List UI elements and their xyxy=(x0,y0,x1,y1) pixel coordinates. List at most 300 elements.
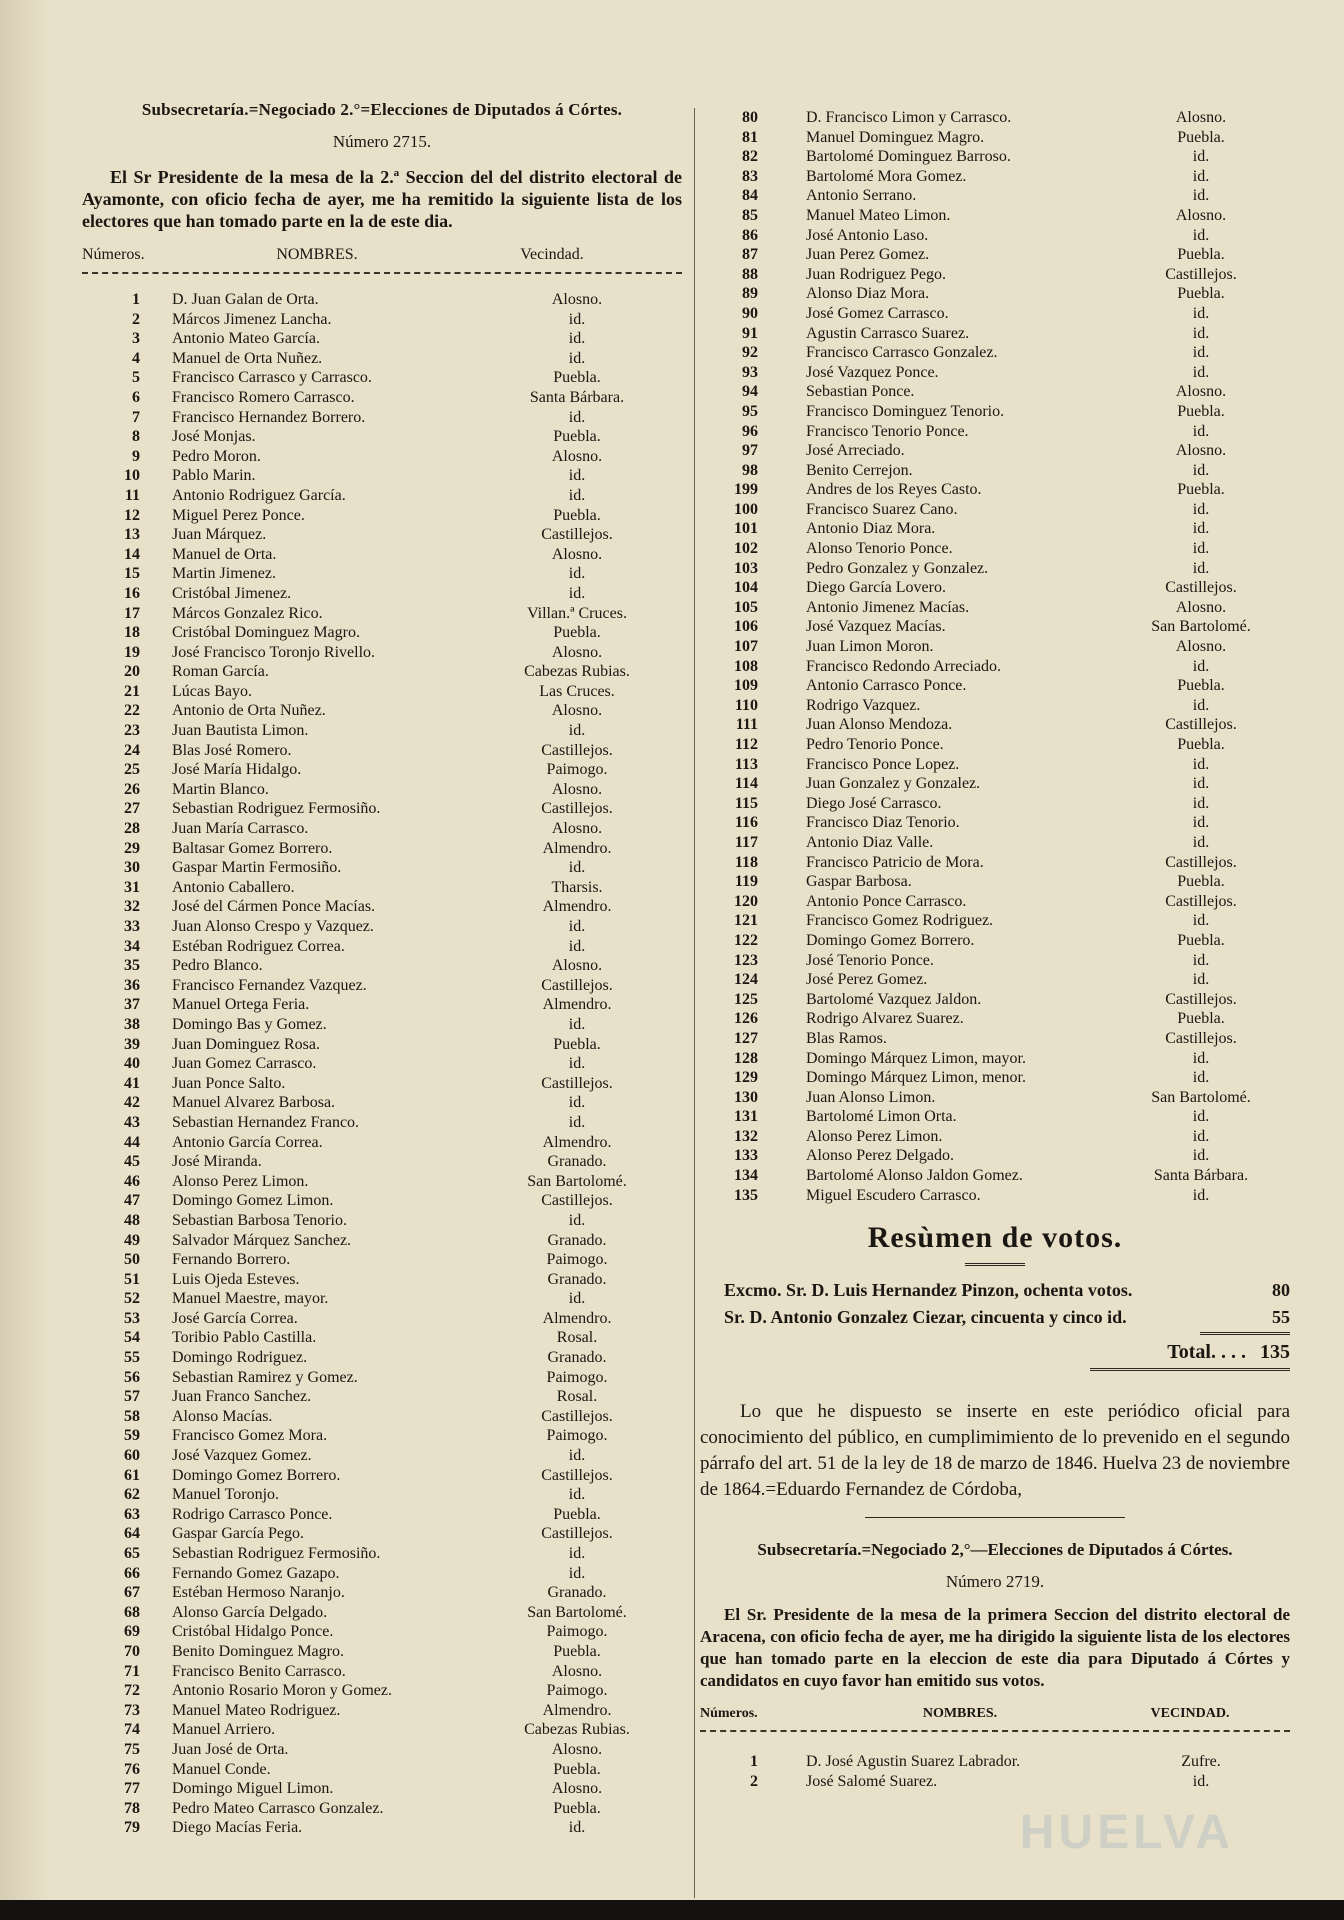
list-row xyxy=(700,226,1290,246)
row-name: Sebastian Hernandez Franco. xyxy=(172,1113,360,1131)
row-number: 70 xyxy=(124,1642,140,1660)
list-column-headers xyxy=(82,246,682,264)
list-row xyxy=(82,1446,682,1466)
row-number: 43 xyxy=(124,1113,140,1131)
list-row xyxy=(700,1752,1290,1772)
row-vecindad: Castillejos. xyxy=(541,1407,613,1425)
list-row xyxy=(82,976,682,996)
elector-list-2 xyxy=(700,1752,1290,1791)
list-row xyxy=(82,937,682,957)
row-number: 42 xyxy=(124,1094,140,1112)
row-number: 112 xyxy=(734,736,758,753)
row-number: 67 xyxy=(124,1584,140,1602)
row-name: Antonio de Orta Nuñez. xyxy=(172,702,326,720)
row-vecindad: Puebla. xyxy=(1177,677,1225,695)
row-number: 59 xyxy=(124,1427,140,1445)
row-number: 74 xyxy=(124,1721,140,1739)
row-number: 127 xyxy=(734,1029,758,1047)
list-row xyxy=(82,349,682,369)
row-name: José Vazquez Macías. xyxy=(806,618,946,636)
col-nombres: NOMBRES. xyxy=(276,246,358,263)
row-vecindad: Puebla. xyxy=(553,1035,601,1053)
row-name: Gaspar Barbosa. xyxy=(806,873,912,891)
list-row xyxy=(82,1681,682,1701)
row-name: Juan Bautista Limon. xyxy=(172,722,309,740)
row-vecindad: id. xyxy=(568,1113,586,1131)
row-name: Manuel Mateo Rodriguez. xyxy=(172,1701,341,1719)
row-name: Blas José Romero. xyxy=(172,741,292,759)
list-row xyxy=(82,1505,682,1525)
row-name: José Antonio Laso. xyxy=(806,226,929,244)
row-number: 98 xyxy=(742,461,758,479)
row-number: 120 xyxy=(734,892,758,910)
list-row xyxy=(82,1231,682,1251)
row-number: 60 xyxy=(124,1447,140,1465)
row-name: Juan Gomez Carrasco. xyxy=(172,1055,317,1073)
row-name: Antonio Jimenez Macías. xyxy=(806,598,970,616)
row-number: 57 xyxy=(124,1388,140,1406)
header-rule-2 xyxy=(700,1726,1290,1738)
row-number: 101 xyxy=(734,520,758,538)
row-vecindad: id. xyxy=(1192,167,1210,185)
row-vecindad: Castillejos. xyxy=(541,1466,613,1484)
row-vecindad: Tharsis. xyxy=(551,878,603,896)
list-row xyxy=(700,892,1290,912)
list-row xyxy=(82,839,682,859)
list-row xyxy=(82,1250,682,1270)
row-vecindad: Puebla. xyxy=(553,1505,601,1523)
row-vecindad: Puebla. xyxy=(1177,402,1225,420)
row-number: 76 xyxy=(124,1760,140,1778)
list-row xyxy=(700,1009,1290,1029)
row-name: José Vazquez Ponce. xyxy=(806,363,939,381)
row-vecindad: Granado. xyxy=(547,1270,607,1288)
list-row xyxy=(700,1127,1290,1147)
list-row xyxy=(82,525,682,545)
row-name: Alonso Diaz Mora. xyxy=(806,285,930,303)
row-name: Fernando Gomez Gazapo. xyxy=(172,1564,340,1582)
row-vecindad: Alosno. xyxy=(1175,206,1227,224)
row-name: Diego García Lovero. xyxy=(806,579,946,597)
list-row xyxy=(82,604,682,624)
list-row xyxy=(82,701,682,721)
row-name: Alonso Perez Delgado. xyxy=(806,1147,954,1165)
row-vecindad: San Bartolomé. xyxy=(527,1603,627,1621)
row-vecindad: id. xyxy=(568,1290,586,1308)
row-vecindad: Alosno. xyxy=(551,820,603,838)
row-number: 96 xyxy=(742,422,758,440)
list-row xyxy=(82,741,682,761)
row-name: Manuel Ortega Feria. xyxy=(172,996,310,1014)
list-row xyxy=(82,1015,682,1035)
list-row xyxy=(82,1799,682,1819)
row-name: Antonio Serrano. xyxy=(806,187,917,205)
row-name: José Miranda. xyxy=(172,1153,262,1171)
row-number: 84 xyxy=(742,187,758,205)
row-name: Domingo Gomez Limon. xyxy=(172,1192,334,1210)
row-vecindad: Puebla. xyxy=(553,1799,601,1817)
list-row xyxy=(82,1564,682,1584)
row-vecindad: id. xyxy=(1192,422,1210,440)
list-row xyxy=(700,853,1290,873)
row-name: José María Hidalgo. xyxy=(172,761,302,779)
row-name: Francisco Carrasco y Carrasco. xyxy=(172,369,372,387)
row-name: Sebastian Rodriguez Fermosiño. xyxy=(172,1545,381,1562)
list-row xyxy=(82,1074,682,1094)
row-number: 41 xyxy=(124,1074,140,1092)
row-number: 58 xyxy=(124,1407,140,1425)
row-number: 17 xyxy=(124,604,140,622)
row-number: 1 xyxy=(750,1753,758,1771)
col-numeros: Números. xyxy=(82,246,145,263)
list-row xyxy=(700,931,1290,951)
list-row xyxy=(82,1701,682,1721)
row-name: Juan José de Orta. xyxy=(172,1740,289,1758)
row-vecindad: Puebla. xyxy=(1177,931,1225,949)
row-vecindad: Puebla. xyxy=(553,428,601,446)
row-number: 33 xyxy=(124,918,140,935)
row-name: José Tenorio Ponce. xyxy=(806,951,934,969)
row-number: 128 xyxy=(734,1049,758,1067)
row-name: Sebastian Barbosa Tenorio. xyxy=(172,1211,347,1229)
row-name: Miguel Perez Ponce. xyxy=(172,506,305,524)
row-name: Domingo Rodriguez. xyxy=(172,1349,308,1367)
watermark-stamp: HUELVA xyxy=(1019,1806,1234,1859)
row-name: Manuel Dominguez Magro. xyxy=(806,128,985,146)
row-name: Francisco Benito Carrasco. xyxy=(172,1662,346,1680)
list-row xyxy=(82,878,682,898)
row-vecindad: id. xyxy=(568,408,586,426)
row-number: 124 xyxy=(734,971,758,989)
row-name: Estéban Rodriguez Correa. xyxy=(172,937,345,955)
list-row xyxy=(82,329,682,349)
list-row xyxy=(82,1760,682,1780)
row-name: Agustin Carrasco Suarez. xyxy=(806,324,970,342)
row-vecindad: Paimogo. xyxy=(546,1427,608,1445)
list-row xyxy=(82,760,682,780)
row-vecindad: id. xyxy=(1192,971,1210,989)
total-value: 135 xyxy=(1260,1341,1290,1364)
row-vecindad: Puebla. xyxy=(553,624,601,642)
row-name: Domingo Gomez Borrero. xyxy=(172,1466,341,1484)
row-vecindad: id. xyxy=(568,1447,586,1465)
list-row xyxy=(700,1166,1290,1186)
list-row xyxy=(82,1740,682,1760)
row-number: 16 xyxy=(124,584,140,602)
notice-intro-2: El Sr. Presidente de la mesa de la primera Seccion del distrito electoral de Aracena, con oficio fecha de ayer, me ha dirigido la siguiente lista de los electores que han tomado parte en la eleccion de este dia para Diputado á Córtes y candidatos en cuyo favor han emitido sus votos. xyxy=(700,1605,1290,1691)
list-row xyxy=(700,735,1290,755)
row-vecindad: id. xyxy=(1192,755,1210,773)
row-number: 115 xyxy=(734,794,758,812)
row-name: Alonso Perez Limon. xyxy=(806,1127,943,1145)
row-name: Sebastian Ramirez y Gomez. xyxy=(172,1368,358,1386)
list-row xyxy=(82,388,682,408)
row-name: José Arreciado. xyxy=(806,442,905,460)
col-vecindad-2: VECINDAD. xyxy=(1150,1706,1230,1722)
row-vecindad: id. xyxy=(1192,520,1210,538)
row-vecindad: Castillejos. xyxy=(1165,853,1237,871)
row-vecindad: Puebla. xyxy=(553,369,601,387)
row-name: Manuel Alvarez Barbosa. xyxy=(172,1094,336,1112)
row-number: 107 xyxy=(734,638,758,656)
list-row xyxy=(82,1368,682,1388)
row-name: Juan Gonzalez y Gonzalez. xyxy=(806,775,981,793)
row-name: Salvador Márquez Sanchez. xyxy=(172,1231,352,1249)
row-vecindad: Alosno. xyxy=(551,780,603,798)
vote-row xyxy=(700,1307,1290,1328)
row-number: 95 xyxy=(742,402,758,420)
list-row xyxy=(82,1093,682,1113)
row-number: 62 xyxy=(124,1486,140,1504)
row-vecindad: Castillejos. xyxy=(541,1192,613,1210)
row-vecindad: San Bartolomé. xyxy=(1151,1088,1251,1106)
list-row xyxy=(82,1583,682,1603)
row-number: 50 xyxy=(124,1251,140,1269)
row-vecindad: Alosno. xyxy=(1175,638,1227,656)
list-row xyxy=(700,1146,1290,1166)
row-number: 30 xyxy=(124,859,140,877)
row-number: 46 xyxy=(124,1172,140,1190)
row-vecindad: id. xyxy=(1192,304,1210,322)
row-vecindad: id. xyxy=(1192,540,1210,558)
row-vecindad: Almendro. xyxy=(542,839,612,857)
row-number: 25 xyxy=(124,761,140,779)
row-number: 31 xyxy=(124,878,140,896)
row-number: 93 xyxy=(742,363,758,381)
list-row xyxy=(700,1029,1290,1049)
row-vecindad: Paimogo. xyxy=(546,1251,608,1269)
row-number: 71 xyxy=(124,1662,140,1680)
row-name: Juan Dominguez Rosa. xyxy=(172,1035,320,1053)
column-divider xyxy=(694,108,695,1898)
list-row xyxy=(700,637,1290,657)
list-row xyxy=(700,284,1290,304)
row-name: Francisco Tenorio Ponce. xyxy=(806,422,969,440)
list-row xyxy=(700,1186,1290,1206)
row-number: 86 xyxy=(742,226,758,244)
row-vecindad: Castillejos. xyxy=(1165,892,1237,910)
row-vecindad: Castillejos. xyxy=(541,741,613,759)
row-vecindad: id. xyxy=(1192,794,1210,812)
rule xyxy=(865,1517,1125,1518)
row-number: 104 xyxy=(734,579,758,597)
row-number: 27 xyxy=(124,800,140,818)
row-name: Gaspar García Pego. xyxy=(172,1525,304,1543)
row-name: José del Cármen Ponce Macías. xyxy=(172,898,376,916)
list-row xyxy=(82,1152,682,1172)
row-vecindad: Alosno. xyxy=(551,545,603,563)
row-vecindad: Castillejos. xyxy=(541,976,613,994)
row-vecindad: Alosno. xyxy=(551,702,603,720)
row-vecindad: id. xyxy=(1192,1772,1210,1790)
row-number: 7 xyxy=(132,408,140,426)
row-name: Juan Alonso Crespo y Vazquez. xyxy=(172,918,374,935)
row-number: 82 xyxy=(742,148,758,166)
row-number: 1 xyxy=(132,291,140,308)
row-vecindad: id. xyxy=(1192,1186,1210,1204)
list-row xyxy=(82,623,682,643)
row-number: 3 xyxy=(132,330,140,348)
row-number: 131 xyxy=(734,1108,758,1126)
list-row xyxy=(700,206,1290,226)
row-vecindad: id. xyxy=(1192,1069,1210,1087)
list-row xyxy=(82,1466,682,1486)
row-vecindad: id. xyxy=(1192,696,1210,714)
row-number: 48 xyxy=(124,1211,140,1229)
row-vecindad: id. xyxy=(1192,775,1210,793)
list-row xyxy=(82,1779,682,1799)
row-name: Juan Rodriguez Pego. xyxy=(806,265,946,283)
row-vecindad: id. xyxy=(568,330,586,348)
row-name: José García Correa. xyxy=(172,1309,298,1327)
row-vecindad: Castillejos. xyxy=(1165,579,1237,597)
list-row xyxy=(700,539,1290,559)
row-vecindad: id. xyxy=(1192,148,1210,166)
row-name: Pablo Marin. xyxy=(172,467,256,485)
row-vecindad: id. xyxy=(568,1564,586,1582)
row-number: 123 xyxy=(734,951,758,969)
list-row xyxy=(700,990,1290,1010)
row-name: Toribio Pablo Castilla. xyxy=(172,1329,317,1347)
list-row xyxy=(82,858,682,878)
row-number: 75 xyxy=(124,1740,140,1758)
list-row xyxy=(82,897,682,917)
row-number: 20 xyxy=(124,663,140,681)
list-row xyxy=(82,1407,682,1427)
elector-list-continued xyxy=(700,108,1290,1205)
list-row xyxy=(700,970,1290,990)
row-vecindad: Puebla. xyxy=(1177,285,1225,303)
row-vecindad: id. xyxy=(568,1055,586,1073)
row-name: Gaspar Martin Fermosiño. xyxy=(172,859,342,877)
row-number: 103 xyxy=(734,559,758,577)
row-name: Francisco Hernandez Borrero. xyxy=(172,408,366,426)
row-vecindad: id. xyxy=(1192,324,1210,342)
closing-paragraph: Lo que he dispuesto se inserte en este periódico oficial para conocimiento del público, en cumplimimiento de lo prevenido en el segundo párrafo del art. 51 de la ley de 18 de marzo de 1846. Huelva 23 de noviembre de 1864.=Eduardo Fernandez de Córdoba, xyxy=(700,1401,1290,1501)
row-vecindad: San Bartolomé. xyxy=(527,1172,627,1190)
row-number: 109 xyxy=(734,677,758,695)
left-column xyxy=(82,100,682,1838)
row-number: 36 xyxy=(124,976,140,994)
row-number: 54 xyxy=(124,1329,140,1347)
row-name: Diego José Carrasco. xyxy=(806,794,942,812)
rule xyxy=(965,1263,1025,1266)
row-number: 63 xyxy=(124,1505,140,1523)
row-name: Manuel Conde. xyxy=(172,1760,271,1778)
row-number: 8 xyxy=(132,428,140,446)
row-vecindad: id. xyxy=(568,1015,586,1033)
row-number: 83 xyxy=(742,167,758,185)
list-row xyxy=(700,794,1290,814)
row-name: Francisco Patricio de Mora. xyxy=(806,853,984,871)
list-row xyxy=(82,1348,682,1368)
row-number: 6 xyxy=(132,388,140,406)
list-row xyxy=(82,917,682,937)
list-row xyxy=(82,780,682,800)
row-number: 21 xyxy=(124,682,140,700)
row-vecindad: Zufre. xyxy=(1181,1753,1221,1771)
row-name: Sebastian Rodriguez Fermosiño. xyxy=(172,800,381,818)
row-name: Pedro Mateo Carrasco Gonzalez. xyxy=(172,1799,384,1817)
row-name: Pedro Blanco. xyxy=(172,957,263,975)
row-name: Antonio Rodriguez García. xyxy=(172,486,346,504)
row-name: Antonio García Correa. xyxy=(172,1133,323,1151)
row-number: 106 xyxy=(734,618,758,636)
row-name: Alonso Macías. xyxy=(172,1407,273,1425)
row-number: 2 xyxy=(750,1772,758,1790)
row-number: 44 xyxy=(124,1133,140,1151)
section-header-2: Subsecretaría.=Negociado 2,°—Elecciones de Diputados á Córtes. xyxy=(757,1540,1233,1560)
list-row xyxy=(700,186,1290,206)
list-row xyxy=(700,1107,1290,1127)
row-name: Bartolomé Mora Gomez. xyxy=(806,167,967,185)
row-number: 68 xyxy=(124,1603,140,1621)
right-column xyxy=(700,100,1290,1791)
row-vecindad: id. xyxy=(568,467,586,485)
list-row xyxy=(700,578,1290,598)
row-number: 53 xyxy=(124,1309,140,1327)
list-row xyxy=(82,1818,682,1838)
list-row xyxy=(700,951,1290,971)
row-name: Márcos Gonzalez Rico. xyxy=(172,604,323,622)
row-number: 199 xyxy=(734,481,758,499)
row-number: 47 xyxy=(124,1192,140,1210)
list-row xyxy=(82,1035,682,1055)
notice-intro: El Sr Presidente de la mesa de la 2.ª Seccion del del distrito electoral de Ayamonte, con oficio fecha de ayer, me ha remitido la siguiente lista de los electores que han tomado parte en la de este dia. xyxy=(82,167,682,231)
list-row xyxy=(700,872,1290,892)
row-name: Domingo Márquez Limon, mayor. xyxy=(806,1049,1026,1067)
row-name: Francisco Suarez Cano. xyxy=(806,500,958,518)
row-vecindad: Rosal. xyxy=(556,1388,598,1406)
row-name: Domingo Bas y Gomez. xyxy=(172,1015,327,1033)
row-vecindad: id. xyxy=(1192,833,1210,851)
row-name: Juan Márquez. xyxy=(172,526,267,544)
row-number: 119 xyxy=(734,873,758,891)
list-row xyxy=(700,324,1290,344)
row-number: 89 xyxy=(742,285,758,303)
row-name: Baltasar Gomez Borrero. xyxy=(172,839,333,857)
row-vecindad: Alosno. xyxy=(551,1740,603,1758)
row-name: Cristóbal Jimenez. xyxy=(172,584,292,602)
row-name: Juan Perez Gomez. xyxy=(806,246,930,264)
list-row xyxy=(700,304,1290,324)
row-vecindad: Alosno. xyxy=(551,643,603,661)
list-row xyxy=(700,382,1290,402)
row-number: 22 xyxy=(124,702,140,720)
row-name: Benito Cerrejon. xyxy=(806,461,913,479)
row-number: 38 xyxy=(124,1015,140,1033)
row-vecindad: Puebla. xyxy=(1177,128,1225,146)
row-vecindad: Almendro. xyxy=(542,1701,612,1719)
list-column-headers-2 xyxy=(700,1706,1290,1722)
row-name: José Salomé Suarez. xyxy=(806,1772,938,1790)
list-row xyxy=(700,343,1290,363)
row-vecindad: id. xyxy=(568,584,586,602)
row-number: 100 xyxy=(734,500,758,518)
row-number: 117 xyxy=(734,833,758,851)
row-vecindad: Castillejos. xyxy=(541,526,613,544)
notice-number: Número 2715. xyxy=(332,132,432,151)
row-number: 37 xyxy=(124,996,140,1014)
row-name: Fernando Borrero. xyxy=(172,1251,291,1269)
list-row xyxy=(82,995,682,1015)
row-vecindad: id. xyxy=(1192,912,1210,930)
row-name: José Francisco Toronjo Rivello. xyxy=(172,643,376,661)
row-vecindad: id. xyxy=(568,1545,586,1562)
row-name: Francisco Gomez Mora. xyxy=(172,1427,328,1445)
row-name: Francisco Ponce Lopez. xyxy=(806,755,960,773)
row-vecindad: id. xyxy=(1192,657,1210,675)
